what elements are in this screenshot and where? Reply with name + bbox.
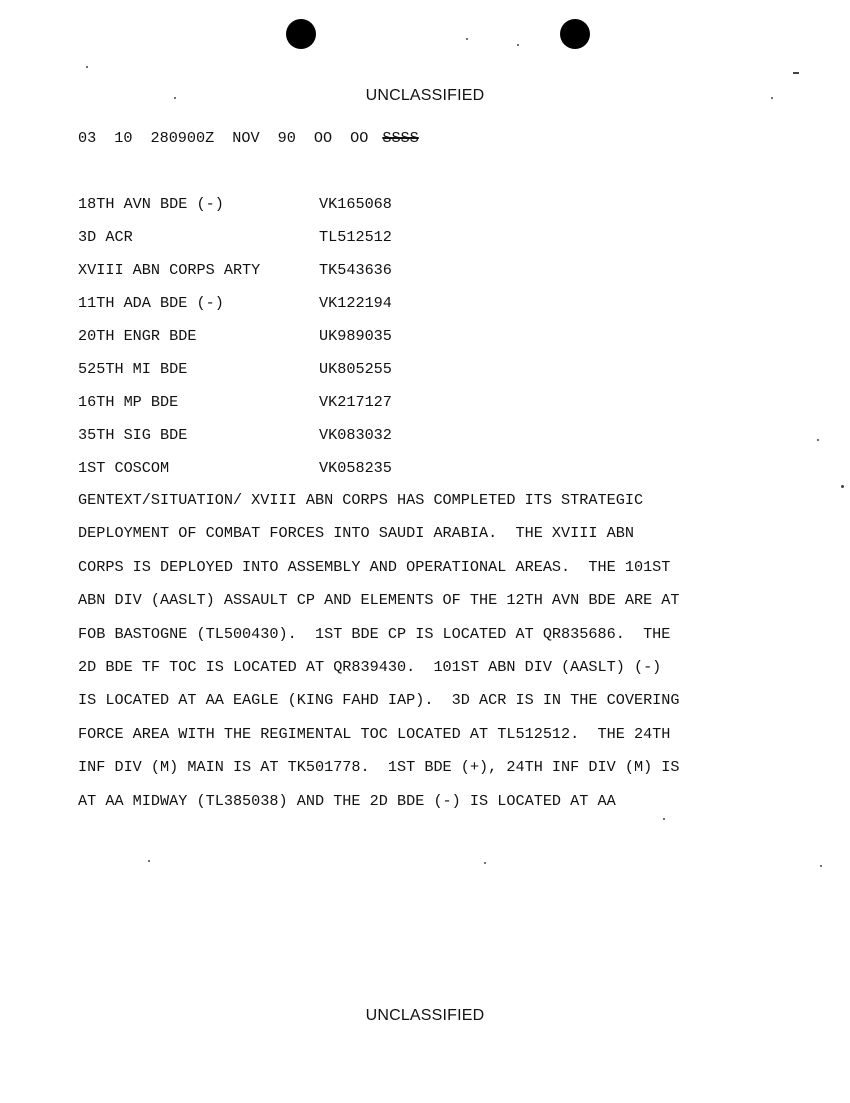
scan-speck [793,72,799,74]
scan-speck [841,485,844,488]
gentext-line: FOB BASTOGNE (TL500430). 1ST BDE CP IS LOCATED AT QR835686. THE [78,624,671,643]
unit-grid: TL512512 [319,228,392,246]
dtg-field: 280900Z [150,129,215,147]
dtg-field: OO [313,129,333,147]
scan-speck [466,38,468,40]
dtg-field: OO [350,129,369,147]
gentext-situation [78,491,778,825]
dtg-struck-text: SSSS [382,129,419,147]
gentext-line: FORCE AREA WITH THE REGIMENTAL TOC LOCATED AT TL512512. THE 24TH [78,724,671,743]
scan-speck [820,865,822,867]
classification-footer: UNCLASSIFIED [365,1007,485,1024]
gentext-line: INF DIV (M) MAIN IS AT TK501778. 1ST BDE (+), 24TH INF DIV (M) IS [78,758,680,777]
gentext-line: ABN DIV (AASLT) ASSAULT CP AND ELEMENTS OF THE 12TH AVN BDE ARE AT [78,591,680,610]
scan-speck [484,862,486,864]
gentext-line: 2D BDE TF TOC IS LOCATED AT QR839430. 101ST ABN DIV (AASLT) (-) [78,657,662,676]
dtg-field: NOV [232,129,260,147]
gentext-line: AT AA MIDWAY (TL385038) AND THE 2D BDE (-) IS LOCATED AT AA [78,791,616,810]
unit-row [78,393,392,426]
unit-row [78,459,392,492]
unit-grid: VK165068 [319,195,392,213]
scan-speck [817,439,819,441]
unit-row [78,327,392,360]
scan-speck [517,44,519,46]
unit-row [78,261,392,294]
unit-name: 18TH AVN BDE (-) [78,195,224,213]
unit-grid: UK805255 [319,360,392,378]
unit-name: 35TH SIG BDE [78,426,188,444]
gentext-line: GENTEXT/SITUATION/ XVIII ABN CORPS HAS COMPLETED ITS STRATEGIC [78,491,644,509]
unit-name: 525TH MI BDE [78,360,188,378]
unit-grid: TK543636 [319,261,392,279]
unit-name: 11TH ADA BDE (-) [78,294,224,312]
message-dtg-line [78,129,437,147]
scan-speck [148,860,150,862]
scan-speck [86,66,88,68]
unit-row [78,294,392,327]
unit-grid: UK989035 [319,327,392,345]
gentext-line: DEPLOYMENT OF COMBAT FORCES INTO SAUDI ARABIA. THE XVIII ABN [78,524,634,543]
unit-grid: VK058235 [319,459,392,477]
unit-row [78,360,392,393]
unit-row [78,195,392,228]
unit-grid: VK217127 [319,393,392,411]
gentext-line: IS LOCATED AT AA EAGLE (KING FAHD IAP). 3D ACR IS IN THE COVERING [78,691,680,710]
unit-grid: VK122194 [319,294,392,312]
punch-hole-right [560,19,590,49]
unit-name: 16TH MP BDE [78,393,179,411]
punch-hole-left [286,19,316,49]
unit-grid: VK083032 [319,426,392,444]
dtg-field: 10 [114,129,133,147]
unit-name: XVIII ABN CORPS ARTY [78,261,261,279]
unit-name: 1ST COSCOM [78,459,170,477]
unit-row [78,228,392,261]
gentext-line: CORPS IS DEPLOYED INTO ASSEMBLY AND OPERATIONAL AREAS. THE 101ST [78,557,671,576]
dtg-field: 03 [78,129,97,147]
dtg-field: 90 [277,129,296,147]
unit-row [78,426,392,459]
unit-location-list [78,195,392,492]
unit-name: 3D ACR [78,228,133,246]
classification-header: UNCLASSIFIED [365,87,485,104]
unit-name: 20TH ENGR BDE [78,327,197,345]
